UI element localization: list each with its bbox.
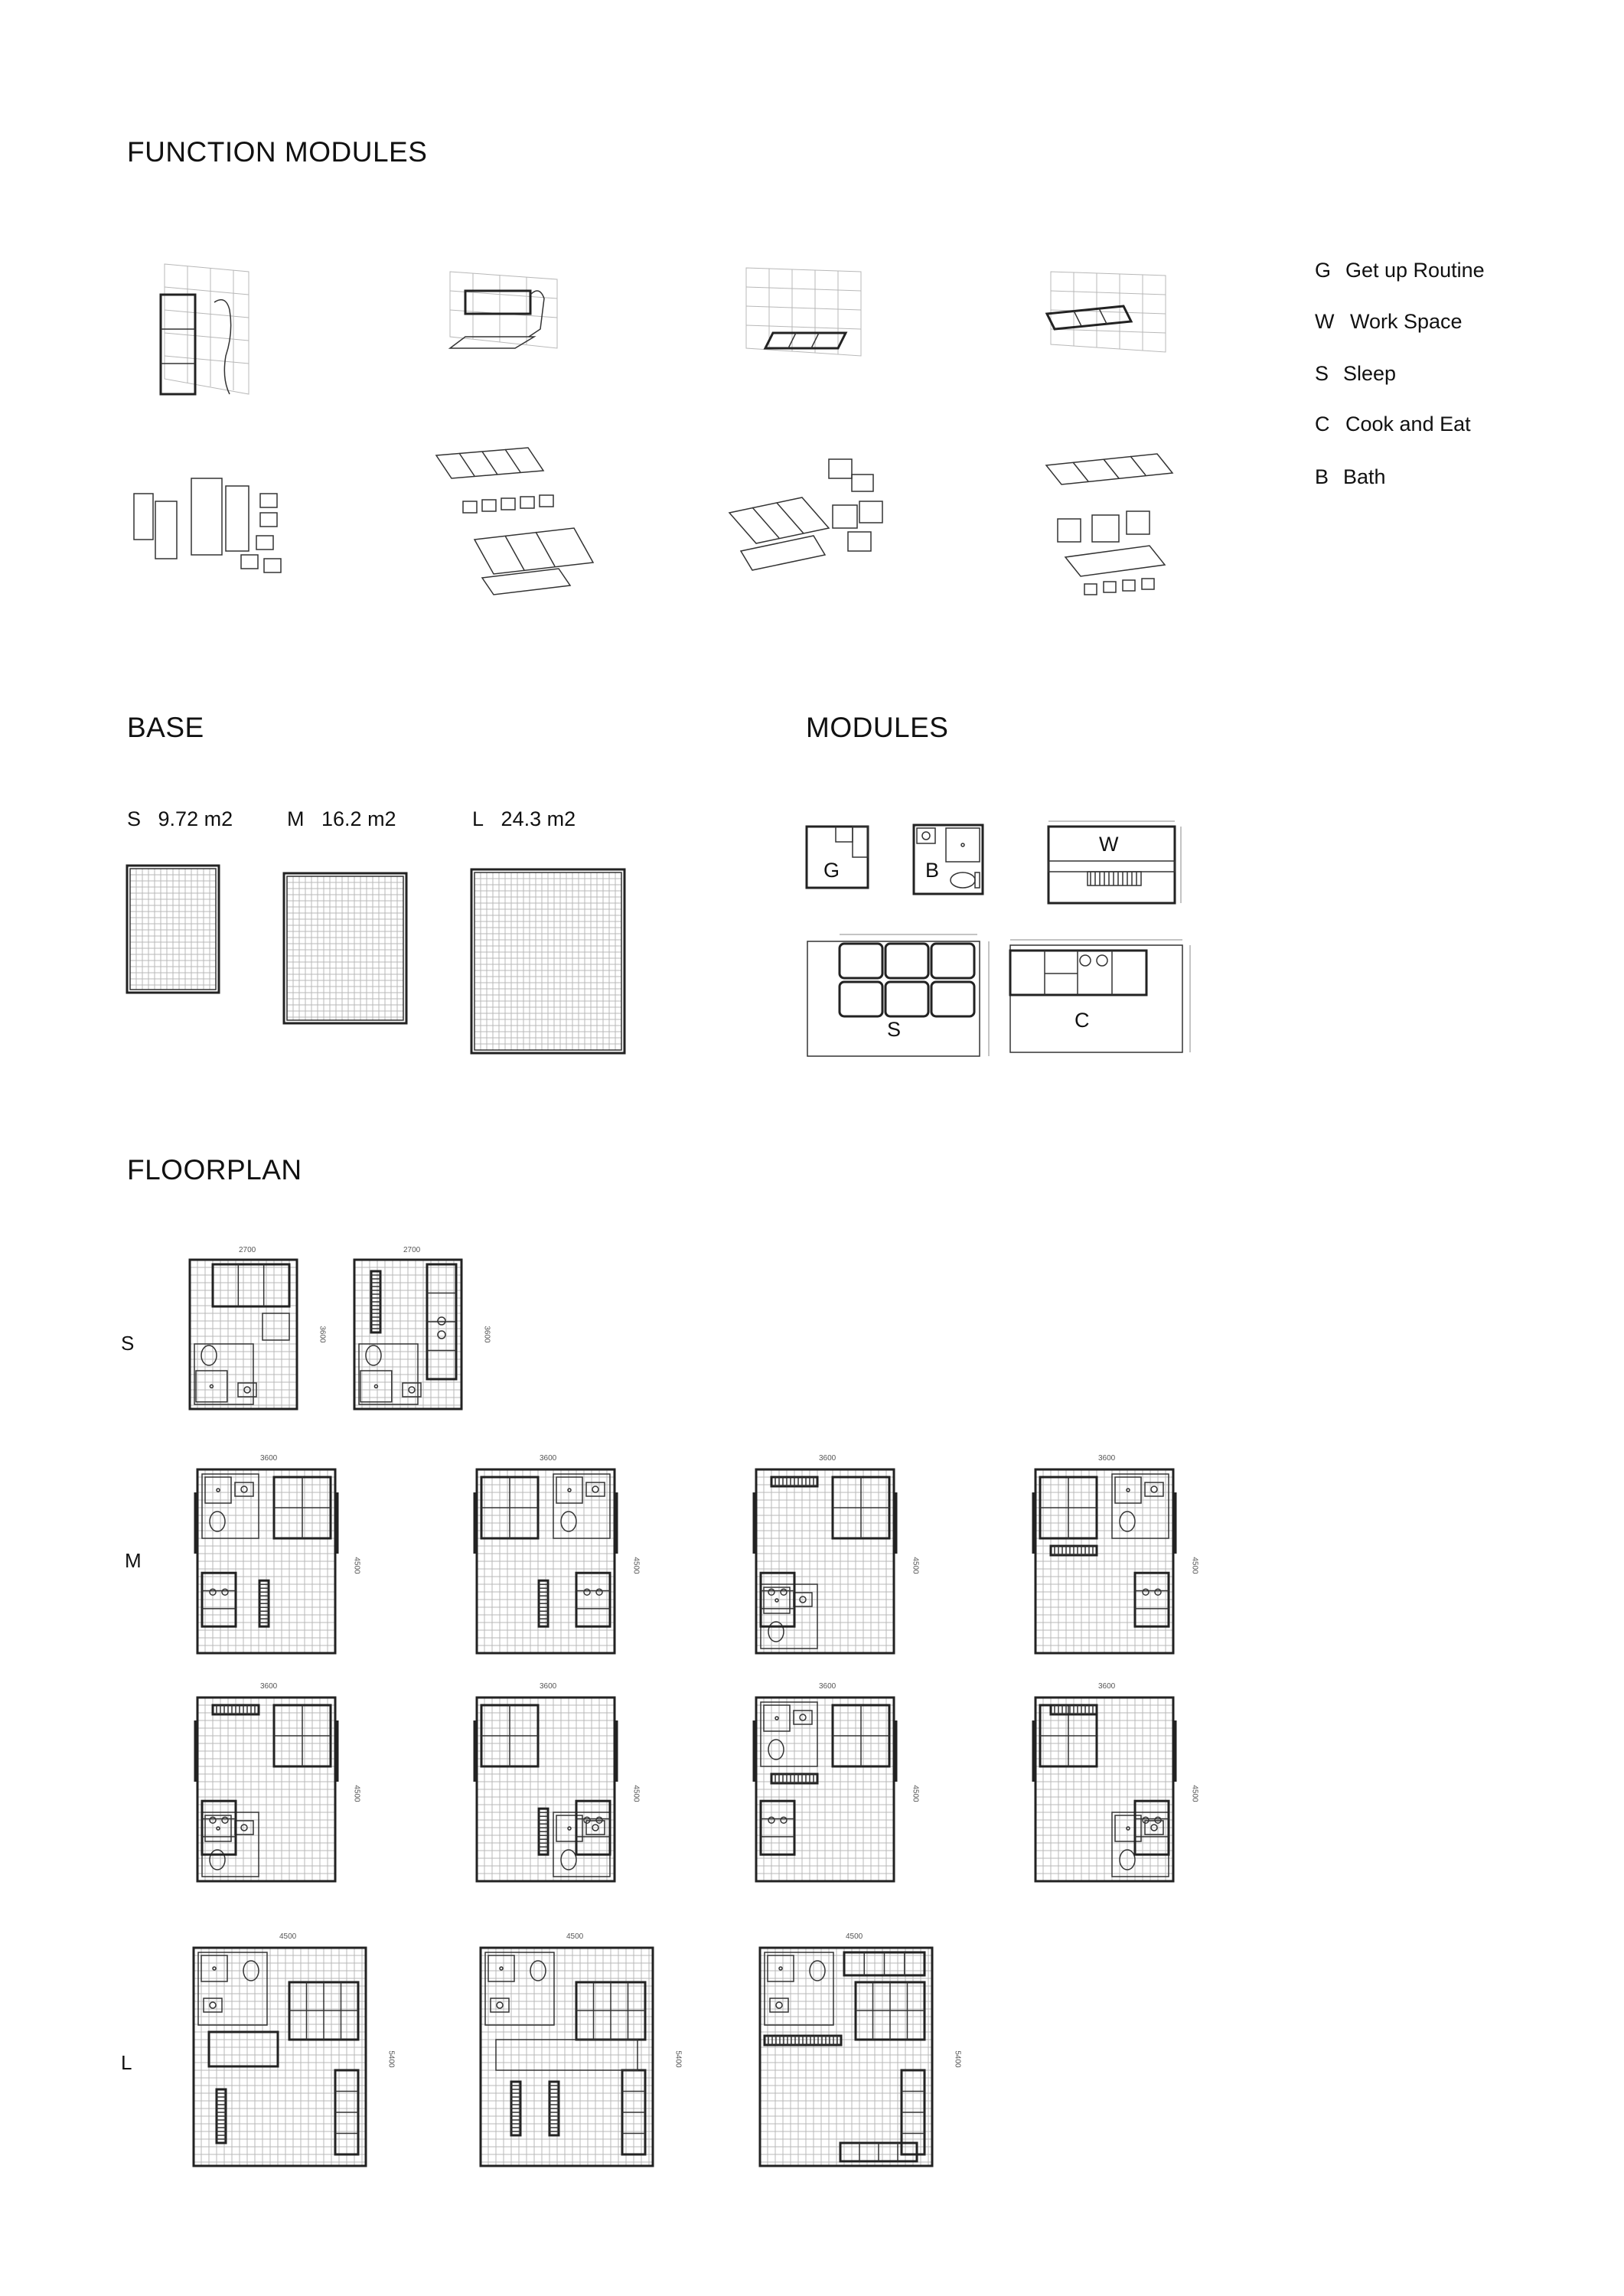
legend-label: Sleep xyxy=(1343,362,1397,385)
base-grid-l xyxy=(467,865,643,1060)
floorplan-row-label-s: S xyxy=(121,1332,135,1355)
base-grid-s xyxy=(122,861,245,1006)
dim-top: 3600 xyxy=(1098,1682,1116,1691)
axo-sleep xyxy=(739,264,869,371)
dim-side: 4500 xyxy=(352,1785,361,1802)
toilet xyxy=(768,1622,784,1642)
dim-top: 4500 xyxy=(846,1932,863,1941)
shower-drain xyxy=(568,1489,571,1492)
sink-bowl xyxy=(1151,1486,1157,1492)
toilet xyxy=(366,1345,381,1365)
sink-bowl xyxy=(241,1486,247,1492)
floorplan-drawing xyxy=(191,1463,352,1666)
shower-drain xyxy=(775,1717,778,1720)
shower xyxy=(488,1955,514,1981)
dim-side: 4500 xyxy=(631,1785,641,1802)
dim-top: 4500 xyxy=(279,1932,297,1941)
shower xyxy=(764,1705,790,1731)
shower xyxy=(1115,1477,1141,1503)
base-area: 16.2 m2 xyxy=(321,807,396,830)
shower-drain xyxy=(1127,1489,1130,1492)
shower-drain xyxy=(779,1967,782,1970)
floorplan-drawing xyxy=(474,1942,670,2179)
legend-item xyxy=(1315,465,1386,489)
sleep-module xyxy=(209,2032,278,2066)
sink xyxy=(204,1998,222,2012)
module-s-label: S xyxy=(887,1018,902,1041)
shower-drain xyxy=(217,1489,220,1492)
floorplan-drawing xyxy=(471,1463,631,1666)
module-c-plan xyxy=(1006,934,1205,1056)
exploded-cook-and-eat xyxy=(1042,442,1211,611)
axo-cook-and-eat xyxy=(1039,264,1177,371)
shower-drain xyxy=(210,1384,213,1388)
dim-top: 4500 xyxy=(566,1932,584,1941)
dim-top: 3600 xyxy=(540,1454,557,1463)
dim-top: 2700 xyxy=(403,1246,421,1254)
floorplan-l-2 xyxy=(474,1932,689,2189)
floorplan-m-5 xyxy=(191,1682,367,1904)
shower-drain xyxy=(1127,1827,1130,1830)
function-modules-heading: FUNCTION MODULES xyxy=(127,136,428,168)
shower-drain xyxy=(568,1827,571,1830)
modules-heading: MODULES xyxy=(806,712,949,743)
module-s-plan xyxy=(805,930,1004,1060)
base-heading: BASE xyxy=(127,712,204,743)
floorplan-m-7 xyxy=(750,1682,926,1904)
base-grid-m xyxy=(279,869,429,1037)
sink-bowl xyxy=(776,2002,782,2008)
module-w-plan xyxy=(1045,815,1190,907)
shower xyxy=(768,1955,794,1981)
module-c-label: C xyxy=(1075,1009,1090,1032)
base-size-key: L xyxy=(472,807,484,830)
floorplan-drawing xyxy=(754,1942,949,2179)
floorplan-s-1 xyxy=(184,1246,329,1422)
floorplan-m-2 xyxy=(471,1454,647,1676)
module-b-label: B xyxy=(925,859,940,882)
floorplan-m-4 xyxy=(1029,1454,1205,1676)
floorplan-drawing xyxy=(471,1691,631,1894)
legend-label: Get up Routine xyxy=(1345,259,1485,282)
dim-side: 4500 xyxy=(352,1557,361,1574)
legend-key: S xyxy=(1315,362,1329,385)
shower-drain xyxy=(217,1827,220,1830)
dim-top: 3600 xyxy=(260,1682,278,1691)
dim-side: 5400 xyxy=(386,2050,396,2068)
base-outline xyxy=(284,873,406,1023)
sink-bowl xyxy=(497,2002,503,2008)
module-g-label: G xyxy=(823,859,840,882)
sink-bowl xyxy=(210,2002,216,2008)
floorplan-row-label-l: L xyxy=(121,2051,132,2074)
dim-side: 3600 xyxy=(318,1326,327,1343)
dim-side: 4500 xyxy=(1190,1785,1199,1802)
dim-side: 3600 xyxy=(482,1326,491,1343)
floorplan-drawing xyxy=(191,1691,352,1894)
toilet xyxy=(210,1512,225,1531)
legend-label: Bath xyxy=(1343,465,1386,488)
dim-side: 4500 xyxy=(911,1785,920,1802)
module-w-label: W xyxy=(1099,833,1119,856)
dim-top: 3600 xyxy=(819,1454,836,1463)
shower xyxy=(201,1955,227,1981)
sink-bowl xyxy=(592,1486,598,1492)
shower xyxy=(205,1477,231,1503)
dim-side: 4500 xyxy=(911,1557,920,1574)
shower-drain xyxy=(500,1967,503,1970)
dim-side: 4500 xyxy=(1190,1557,1199,1574)
shower xyxy=(556,1477,582,1503)
floorplan-m-3 xyxy=(750,1454,926,1676)
sink-bowl xyxy=(800,1714,806,1720)
floorplan-l-3 xyxy=(754,1932,968,2189)
floorplan-m-6 xyxy=(471,1682,647,1904)
bath-area xyxy=(761,1702,817,1766)
shower-drain xyxy=(775,1599,778,1602)
floorplan-drawing xyxy=(1029,1691,1190,1894)
legend-label: Work Space xyxy=(1350,310,1463,333)
dim-side: 5400 xyxy=(673,2050,683,2068)
dim-top: 3600 xyxy=(260,1454,278,1463)
floorplan-drawing xyxy=(750,1463,911,1666)
base-size-key: M xyxy=(287,807,305,830)
floorplan-m-8 xyxy=(1029,1682,1205,1904)
floorplan-heading: FLOORPLAN xyxy=(127,1154,302,1186)
floorplan-row-label-m: M xyxy=(125,1549,142,1572)
legend-key: W xyxy=(1315,310,1335,333)
shower-drain xyxy=(374,1384,377,1388)
legend-item xyxy=(1315,413,1471,436)
dim-top: 3600 xyxy=(819,1682,836,1691)
dim-top: 3600 xyxy=(540,1682,557,1691)
dim-top: 2700 xyxy=(239,1246,256,1254)
bath-area xyxy=(202,1474,259,1538)
dim-side: 4500 xyxy=(631,1557,641,1574)
legend-item xyxy=(1315,259,1485,282)
bath-area xyxy=(553,1474,610,1538)
legend-key: G xyxy=(1315,259,1332,282)
toilet xyxy=(768,1740,784,1760)
exploded-work-space xyxy=(429,432,605,608)
floorplan-s-2 xyxy=(348,1246,494,1422)
base-area: 24.3 m2 xyxy=(501,807,576,830)
dim-side: 5400 xyxy=(953,2050,962,2068)
base-size-l xyxy=(472,807,576,831)
base-size-key: S xyxy=(127,807,142,830)
legend-key: C xyxy=(1315,413,1330,435)
floorplan-m-1 xyxy=(191,1454,367,1676)
floorplan-l-1 xyxy=(188,1932,402,2189)
floorplan-drawing xyxy=(184,1254,314,1422)
axo-get-up-routine xyxy=(149,256,264,409)
floorplan-drawing xyxy=(348,1254,478,1422)
exploded-get-up-routine xyxy=(126,463,295,578)
bath-area xyxy=(1112,1474,1169,1538)
base-area: 9.72 m2 xyxy=(158,807,233,830)
legend-item xyxy=(1315,362,1396,386)
axo-work-space xyxy=(442,264,569,364)
exploded-sleep xyxy=(726,452,902,589)
floorplan-drawing xyxy=(188,1942,383,2179)
floorplan-drawing xyxy=(1029,1463,1190,1666)
toilet xyxy=(201,1345,217,1365)
legend-label: Cook and Eat xyxy=(1345,413,1471,435)
legend-item xyxy=(1315,310,1463,334)
sink xyxy=(770,1998,788,2012)
shower-drain xyxy=(213,1967,216,1970)
base-size-m xyxy=(287,807,396,831)
module-b-plan xyxy=(912,823,986,897)
base-size-s xyxy=(127,807,233,831)
sink xyxy=(491,1998,509,2012)
dim-top: 3600 xyxy=(1098,1454,1116,1463)
toilet xyxy=(210,1850,225,1870)
floorplan-drawing xyxy=(750,1691,911,1894)
legend-key: B xyxy=(1315,465,1329,488)
